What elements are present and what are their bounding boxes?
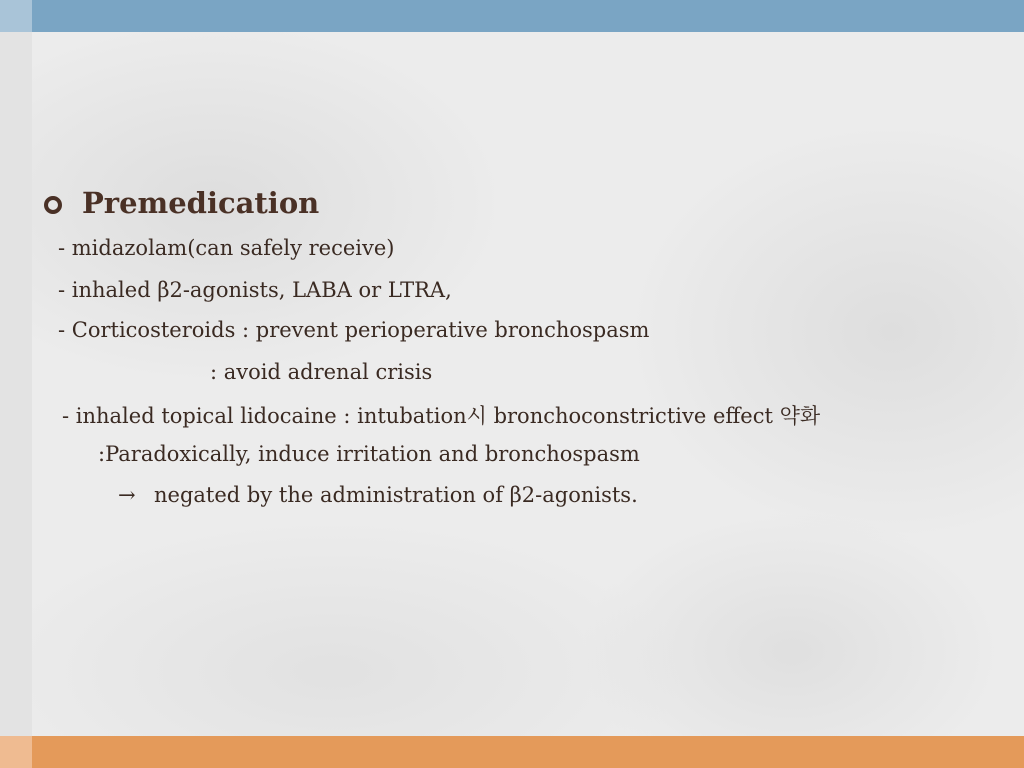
body-line-paradoxically: :Paradoxically, induce irritation and bronchospasm	[98, 442, 640, 466]
slide-heading: Premedication	[82, 186, 320, 220]
body-line-inhaled-agonists: - inhaled β2-agonists, LABA or LTRA,	[58, 278, 452, 302]
body-line-corticosteroids: - Corticosteroids : prevent perioperative bronchospasm	[58, 318, 650, 342]
body-line-lidocaine: - inhaled topical lidocaine : intubation시 bronchoconstrictive effect 약화	[62, 404, 821, 428]
body-line-negated: negated by the administration of β2-agonists.	[154, 483, 638, 507]
body-line-adrenal-crisis: : avoid adrenal crisis	[210, 360, 433, 384]
arrow-right-icon: →	[118, 483, 136, 507]
bullet-circle-icon	[44, 196, 62, 214]
body-line-midazolam: - midazolam(can safely receive)	[58, 236, 395, 260]
